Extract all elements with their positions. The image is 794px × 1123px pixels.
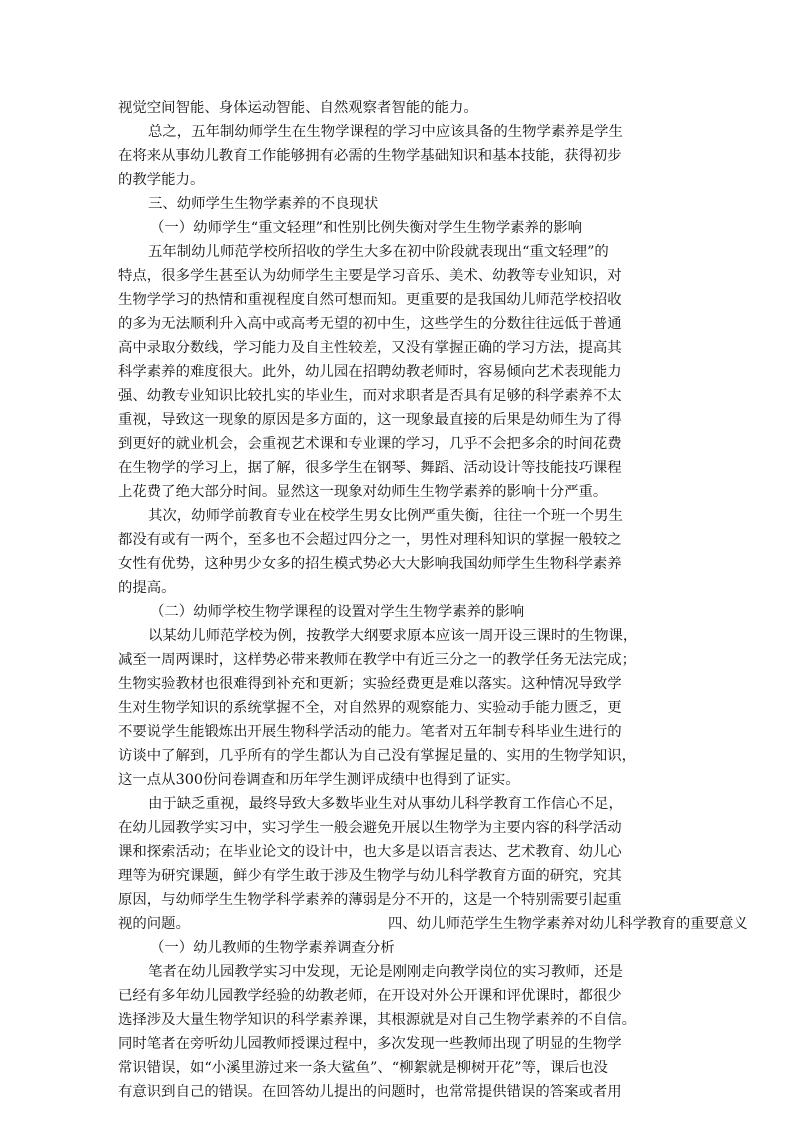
text-line: 生物实验教材也很难得到补充和更新；实验经费更是难以落实。这种情况导致学 — [118, 676, 622, 692]
text-line-with-heading — [118, 912, 748, 936]
text-line: 不要说学生能锻炼出开展生物科学活动的能力。笔者对五年制专科毕业生进行的 — [118, 724, 622, 740]
text-fragment: 视的问题。 — [118, 916, 190, 932]
text-line: 由于缺乏重视，最终导致大多数毕业生对从事幼儿科学教育工作信心不足， — [148, 796, 623, 812]
text-line: 减至一周两课时，这样势必带来教师在教学中有近三分之一的教学任务无法完成； — [118, 652, 637, 668]
text-line: 笔者在幼儿园教学实习中发现，无论是刚刚走向教学岗位的实习教师，还是 — [148, 964, 623, 980]
text-line: 视觉空间智能、身体运动智能、自然观察者智能的能力。 — [118, 100, 478, 116]
text-line: 上花费了绝大部分时间。显然这一现象对幼师生生物学素养的影响十分严重。 — [118, 484, 608, 500]
text-line: 在将来从事幼儿教育工作能够拥有必需的生物学基础知识和基本技能，获得初步 — [118, 148, 622, 164]
text-line: 生对生物学知识的系统掌握不全，对自然界的观察能力、实验动手能力匮乏，更 — [118, 700, 622, 716]
text-line: 常识错误，如“小溪里游过来一条大鲨鱼”、“柳絮就是柳树开花”等，课后也没 — [118, 1060, 608, 1076]
text-line: 访谈中了解到，几乎所有的学生都认为自己没有掌握足量的、实用的生物学知识， — [118, 748, 637, 764]
text-line: 特点，很多学生甚至认为幼师学生主要是学习音乐、美术、幼教等专业知识，对 — [118, 268, 622, 284]
text-line: 高中录取分数线，学习能力及自主性较差，又没有掌握正确的学习方法，提高其 — [118, 340, 622, 356]
text-line: 重视，导致这一现象的原因是多方面的，这一现象最直接的后果是幼师生为了得 — [118, 412, 622, 428]
text-line: 在幼儿园教学实习中，实习学生一般会避免开展以生物学为主要内容的科学活动 — [118, 820, 622, 836]
subsection-heading: （一）幼师学生“重文轻理”和性别比例失衡对学生生物学素养的影响 — [150, 220, 583, 236]
text-line: 有意识到自己的错误。在回答幼儿提出的问题时，也常常提供错误的答案或者用 — [118, 1084, 622, 1100]
text-line: 同时笔者在旁听幼儿园教师授课过程中，多次发现一些教师出现了明显的生物学 — [118, 1036, 622, 1052]
subsection-heading: （一）幼儿教师的生物学素养调查分析 — [150, 940, 395, 956]
text-line: 选择涉及大量生物学知识的科学素养课，其根源就是对自己生物学素养的不自信。 — [118, 1012, 637, 1028]
text-line: 强、幼教专业知识比较扎实的毕业生，而对求职者是否具有足够的科学素养不太 — [118, 388, 622, 404]
subsection-heading: （二）幼师学校生物学课程的设置对学生生物学素养的影响 — [150, 604, 525, 620]
text-line: 到更好的就业机会，会重视艺术课和专业课的学习，几乎不会把多余的时间花费 — [118, 436, 622, 452]
text-line: 在生物学的学习上，据了解，很多学生在钢琴、舞蹈、活动设计等技能技巧课程 — [118, 460, 622, 476]
text-line: 都没有或有一两个，至多也不会超过四分之一，男性对理科知识的掌握一般较之 — [118, 532, 622, 548]
text-line: 生物学学习的热情和重视程度自然可想而知。更重要的是我国幼儿师范学校招收 — [118, 292, 622, 308]
text-line: 以某幼儿师范学校为例，按教学大纲要求原本应该一周开设三课时的生物课， — [148, 628, 638, 644]
text-line: 已经有多年幼儿园教学经验的幼教老师，在开设对外公开课和评优课时，都很少 — [118, 988, 622, 1004]
text-line: 女性有优势，这种男少女多的招生模式势必大大影响我国幼师学生生物科学素养 — [118, 556, 622, 572]
text-line: 这一点从300份问卷调查和历年学生测评成绩中也得到了证实。 — [118, 772, 520, 788]
text-line: 理等为研究课题，鲜少有学生敢于涉及生物学与幼儿科学教育方面的研究，究其 — [118, 868, 622, 884]
text-line: 课和探索活动；在毕业论文的设计中，也大多是以语言表达、艺术教育、幼儿心 — [118, 844, 622, 860]
section-heading: 四、幼儿师范学生生物学素养对幼儿科学教育的重要意义 — [388, 916, 748, 932]
text-line: 原因，与幼师学生生物学科学素养的薄弱是分不开的，这是一个特别需要引起重 — [118, 892, 622, 908]
text-line: 的教学能力。 — [118, 172, 205, 188]
text-line: 总之，五年制幼师学生在生物学课程的学习中应该具备的生物学素养是学生 — [148, 124, 623, 140]
text-line: 五年制幼儿师范学校所招收的学生大多在初中阶段就表现出“重文轻理”的 — [148, 244, 609, 260]
text-line: 科学素养的难度很大。此外，幼儿园在招聘幼教老师时，容易倾向艺术表现能力 — [118, 364, 622, 380]
text-line: 的提高。 — [118, 580, 176, 596]
section-heading: 三、幼师学生生物学素养的不良现状 — [148, 196, 379, 212]
text-line: 的多为无法顺利升入高中或高考无望的初中生，这些学生的分数往往远低于普通 — [118, 316, 622, 332]
text-line: 其次，幼师学前教育专业在校学生男女比例严重失衡，往往一个班一个男生 — [148, 508, 623, 524]
